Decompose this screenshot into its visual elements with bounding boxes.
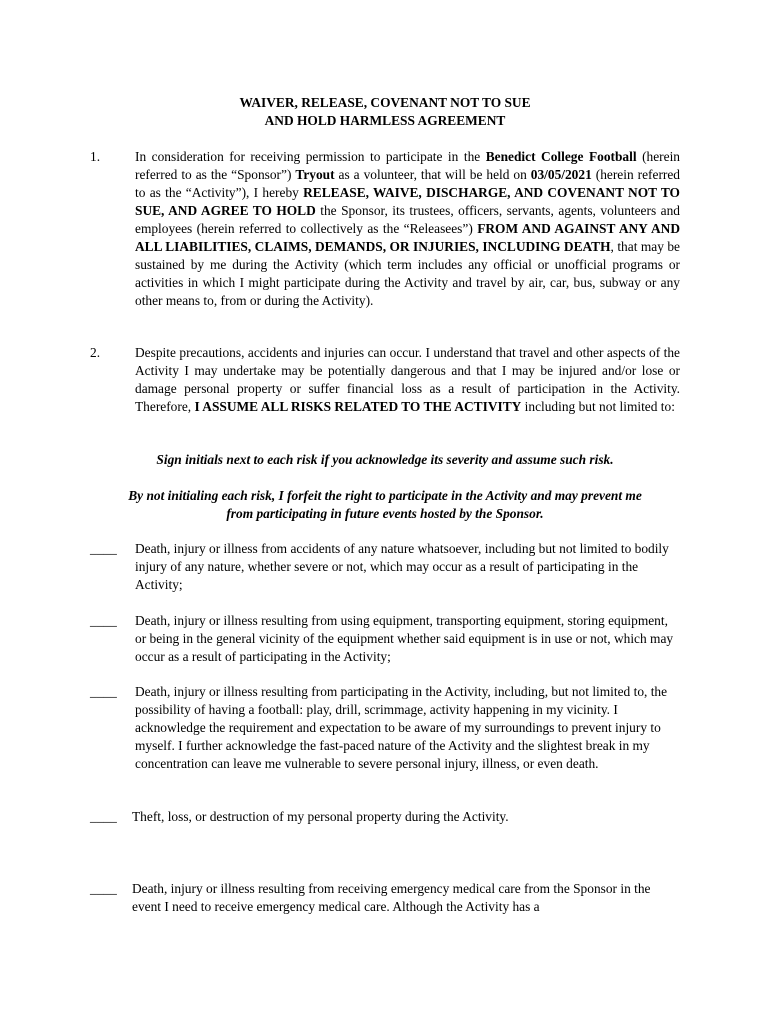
section-number: 2.: [90, 345, 101, 360]
title-line-2: AND HOLD HARMLESS AGREEMENT: [264, 113, 506, 128]
risk-text: Death, injury or illness resulting from using equipment, transporting equipment, storing equipment, or being in the general vicinity of the equipment whether said equipment is in use or not, which may occur as a result of participating in the Activity;: [135, 613, 674, 664]
initials-blank[interactable]: ____: [90, 541, 117, 556]
initials-instruction: Sign initials next to each risk if you acknowledge its severity and assume such risk.: [156, 452, 614, 467]
activity-name: Tryout: [295, 167, 335, 182]
sponsor-name: Benedict College Football: [485, 149, 637, 164]
risk-text: Theft, loss, or destruction of my personal property during the Activity.: [132, 809, 509, 824]
section-2-text: Despite precautions, accidents and injuries can occur. I understand that travel and other aspects of the Activity I may undertake may be potentially dangerous and that I may be injured and/or lose or damage personal property or suffer financial loss as a result of participation in the Activity. Therefore, I ASSUME ALL RISKS RELATED TO THE ACTIVITY including but not limited to:: [135, 345, 680, 414]
section-1-text: In consideration for receiving permission to participate in the Benedict College Football (herein referred to as the “Sponsor”) Tryout as a volunteer, that will be held on 03/05/2021 (herein referred to as the “Activity”), I hereby RELEASE, WAIVE, DISCHARGE, AND COVENANT NOT TO SUE, AND AGREE TO HOLD the Sponsor, its trustees, officers, servants, agents, volunteers and employees (herein referred to collectively as the “Releasees”) FROM AND AGAINST ANY AND ALL LIABILITIES, CLAIMS, DEMANDS, OR INJURIES, INCLUDING DEATH, that may be sustained by me during the Activity (which term includes any official or unofficial programs or activities in which I might participate during the Activity and travel by air, car, bus, subway or any other means to, from or during the Activity).: [135, 149, 681, 308]
initials-blank[interactable]: ____: [90, 809, 117, 824]
initials-blank[interactable]: ____: [90, 684, 117, 699]
forfeit-notice: By not initialing each risk, I forfeit the right to participate in the Activity and may prevent me from participating in future events hosted by the Sponsor.: [128, 488, 642, 521]
risk-text: Death, injury or illness from accidents of any nature whatsoever, including but not limited to bodily injury of any nature, whether severe or not, which may occur as a result of participating in the Activity;: [135, 541, 669, 592]
title-line-1: WAIVER, RELEASE, COVENANT NOT TO SUE: [239, 95, 531, 110]
document-title: [0, 94, 770, 130]
initials-blank[interactable]: ____: [90, 881, 117, 896]
risk-text: Death, injury or illness resulting from participating in the Activity, including, but not limited to, the possibility of having a football: play, drill, scrimmage, activity happening in my vicinity. I acknowledge the requirement and expectation to be aware of my surroundings to prevent injury to myself. I further acknowledge the fast-paced nature of the Activity and the slightest break in my concentration can leave me vulnerable to severe personal injury, illness, or even death.: [135, 684, 668, 771]
section-number: 1.: [90, 149, 101, 164]
activity-date: 03/05/2021: [530, 167, 592, 182]
risk-text: Death, injury or illness resulting from receiving emergency medical care from the Sponsor in the event I need to receive emergency medical care. Although the Activity has a: [132, 881, 651, 914]
initials-blank[interactable]: ____: [90, 613, 117, 628]
